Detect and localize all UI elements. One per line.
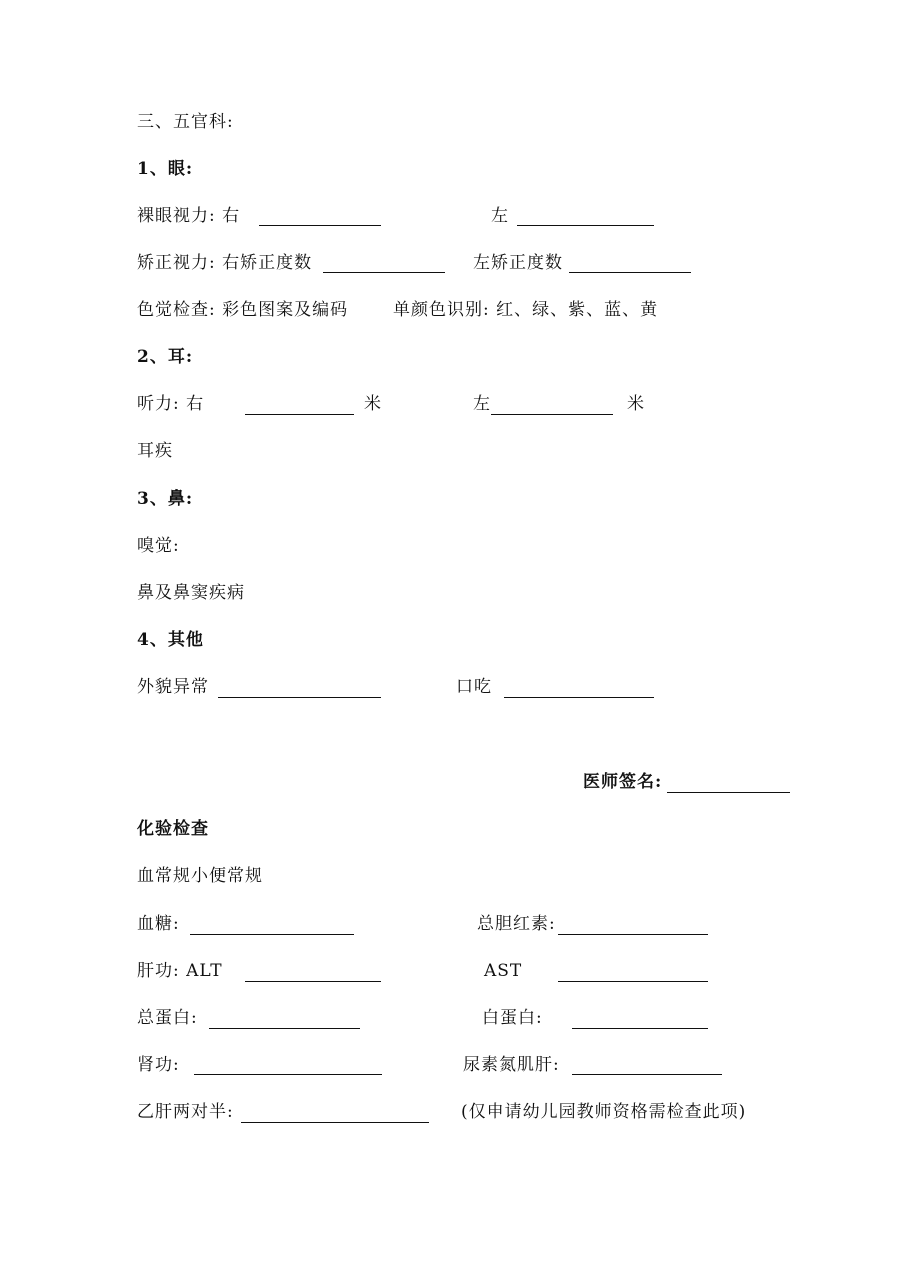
hbv-field[interactable]: [241, 1122, 429, 1123]
albumin-field[interactable]: [572, 1028, 708, 1029]
ast-field[interactable]: [558, 981, 708, 982]
bilirubin-label: 总胆红素:: [477, 914, 556, 934]
corrected-vision-label: 矫正视力: 右矫正度数: [137, 253, 313, 273]
corrected-vision-right-field[interactable]: [323, 272, 445, 273]
hbv-label: 乙肝两对半:: [137, 1102, 234, 1122]
naked-vision-left-label: 左: [491, 206, 509, 226]
single-color-label: 单颜色识别: 红、绿、紫、蓝、黄: [393, 300, 659, 320]
hearing-right-field[interactable]: [245, 414, 354, 415]
eye-heading: 1、眼:: [137, 159, 194, 179]
routine-tests-label: 血常规小便常规: [137, 866, 263, 886]
other-heading: 4、其他: [137, 630, 204, 650]
hearing-left-field[interactable]: [491, 414, 613, 415]
alt-field[interactable]: [245, 981, 381, 982]
nose-heading: 3、鼻:: [137, 489, 194, 509]
hearing-label: 听力: 右: [137, 394, 205, 414]
glucose-label: 血糖:: [137, 914, 180, 934]
bun-creatinine-label: 尿素氮肌肝:: [463, 1055, 560, 1075]
color-vision-label: 色觉检查: 彩色图案及编码: [137, 300, 349, 320]
ear-disease-label: 耳疾: [137, 441, 173, 461]
ear-heading: 2、耳:: [137, 347, 194, 367]
naked-vision-label: 裸眼视力: 右: [137, 206, 241, 226]
hbv-note: (仅申请幼儿园教师资格需检查此项): [461, 1102, 747, 1122]
liver-alt-label: 肝功: ALT: [137, 961, 223, 981]
hearing-left-unit: 米: [627, 394, 645, 414]
corrected-vision-left-label: 左矫正度数: [473, 253, 563, 273]
appearance-field[interactable]: [218, 697, 381, 698]
bilirubin-field[interactable]: [558, 934, 708, 935]
kidney-field[interactable]: [194, 1074, 382, 1075]
hearing-left-label: 左: [473, 394, 491, 414]
total-protein-field[interactable]: [209, 1028, 360, 1029]
smell-label: 嗅觉:: [137, 536, 180, 556]
stutter-field[interactable]: [504, 697, 654, 698]
doctor-signature-label: 医师签名:: [583, 772, 663, 792]
stutter-label: 口吃: [456, 677, 492, 697]
naked-vision-right-field[interactable]: [259, 225, 381, 226]
doctor-signature-field[interactable]: [667, 792, 790, 793]
ast-label: AST: [484, 961, 523, 981]
naked-vision-left-field[interactable]: [517, 225, 654, 226]
appearance-label: 外貌异常: [137, 677, 209, 697]
hearing-right-unit: 米: [364, 394, 382, 414]
bun-creatinine-field[interactable]: [572, 1074, 722, 1075]
albumin-label: 白蛋白:: [482, 1008, 543, 1028]
sinus-disease-label: 鼻及鼻窦疾病: [137, 583, 245, 603]
glucose-field[interactable]: [190, 934, 354, 935]
total-protein-label: 总蛋白:: [137, 1008, 198, 1028]
kidney-label: 肾功:: [137, 1055, 180, 1075]
lab-heading: 化验检查: [137, 819, 209, 839]
corrected-vision-left-field[interactable]: [569, 272, 691, 273]
section-title-ent: 三、五官科:: [137, 112, 234, 132]
